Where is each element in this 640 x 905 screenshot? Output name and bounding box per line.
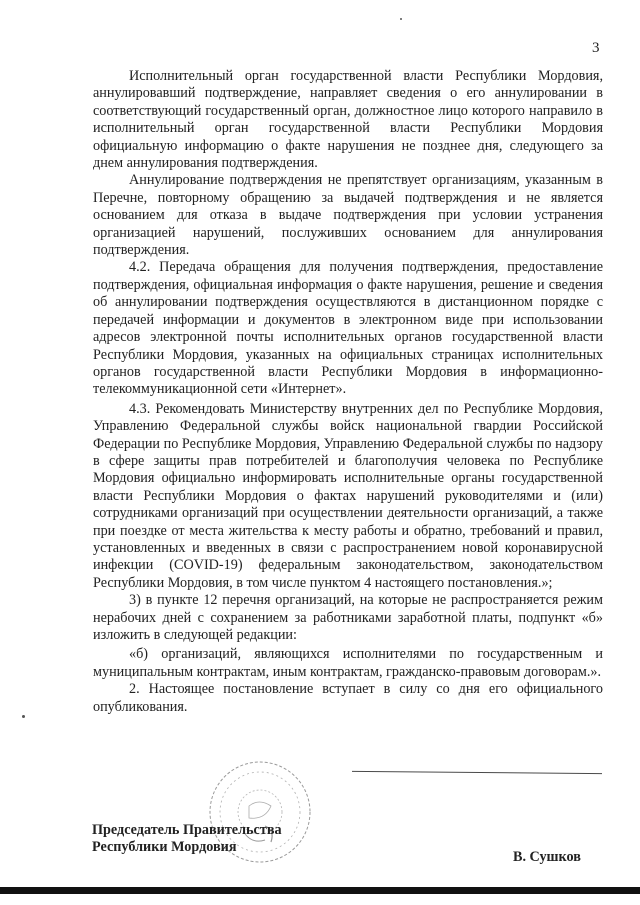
paragraph-annulment-no-obstacle: Аннулирование подтверждения не препятствует организациям, указанным в Перечне, повторному обращению за выдачей подтверждения и не является основанием для отказа в выдаче подтверждения при условии устранения организацией нарушений, послуживших основанием для аннулирования подтверждения. xyxy=(93,172,603,259)
paragraph-item-3: 3) в пункте 12 перечня организаций, на которые не распространяется режим нерабочих дней с сохранением за работниками заработной платы, подпункт «б» изложить в следующей редакции: xyxy=(93,592,603,643)
paragraph-4-2: 4.2. Передача обращения для получения подтверждения, предоставление подтверждения, официальная информация о факте нарушения, решение и сведения об аннулировании подтверждения осуществляются в дистанционном порядке с передачей информации и документов в электронном виде при использовании адресов электронной почты исполнительных органов государственной власти Республики Мордовия, указанных на официальных страницах исполнительных органов государственной власти Республики Мордовия в информационно-телекоммуникационной сети «Интернет». xyxy=(93,259,603,398)
signatory-title-line2: Республики Мордовия xyxy=(92,839,237,856)
scan-speck xyxy=(400,18,402,20)
signature-line xyxy=(352,771,602,774)
scan-speck xyxy=(22,715,25,718)
paragraph-annulment-notice: Исполнительный орган государственной власти Республики Мордовия, аннулировавший подтверждение, направляет сведения о его аннулировании в соответствующий государственный орган, должностное лицо которого направило в исполнительный орган государственной власти Республики Мордовия официальную информацию о факте нарушения не позднее дня, следующего за днем аннулирования подтверждения. xyxy=(93,68,603,172)
paragraph-subitem-b: «б) организаций, являющихся исполнителями по государственным и муниципальным контрактам, иным контрактам, гражданско-правовым договорам.». xyxy=(93,646,603,680)
page-number: 3 xyxy=(592,40,600,56)
scan-edge-bar xyxy=(0,887,640,894)
document-body xyxy=(93,68,603,716)
signatory-title-line1: Председатель Правительства xyxy=(92,822,282,838)
signatory-name: В. Сушков xyxy=(513,849,581,865)
signatory-title xyxy=(92,822,282,857)
paragraph-4-3: 4.3. Рекомендовать Министерству внутренних дел по Республике Мордовия, Управлению Федеральной службы войск национальной гвардии Российской Федерации по Республике Мордовия, Управлению Федеральной службы по надзору в сфере защиты прав потребителей и благополучия человека по Республике Мордовия официально информировать исполнительные органы государственной власти Республики Мордовия о фактах нарушений руководителями и (или) сотрудниками организаций при осуществлении деятельности организаций, а также при поездке от места жительства к месту работы и обратно, требований и правил, установленных и введенных в связи с распространением новой коронавирусной инфекции (COVID-19) федеральным законодательством, законодательством Республики Мордовия, в том числе пунктом 4 настоящего постановления.»; xyxy=(93,400,603,591)
paragraph-effective-date: 2. Настоящее постановление вступает в силу со дня его официального опубликования. xyxy=(93,681,603,715)
